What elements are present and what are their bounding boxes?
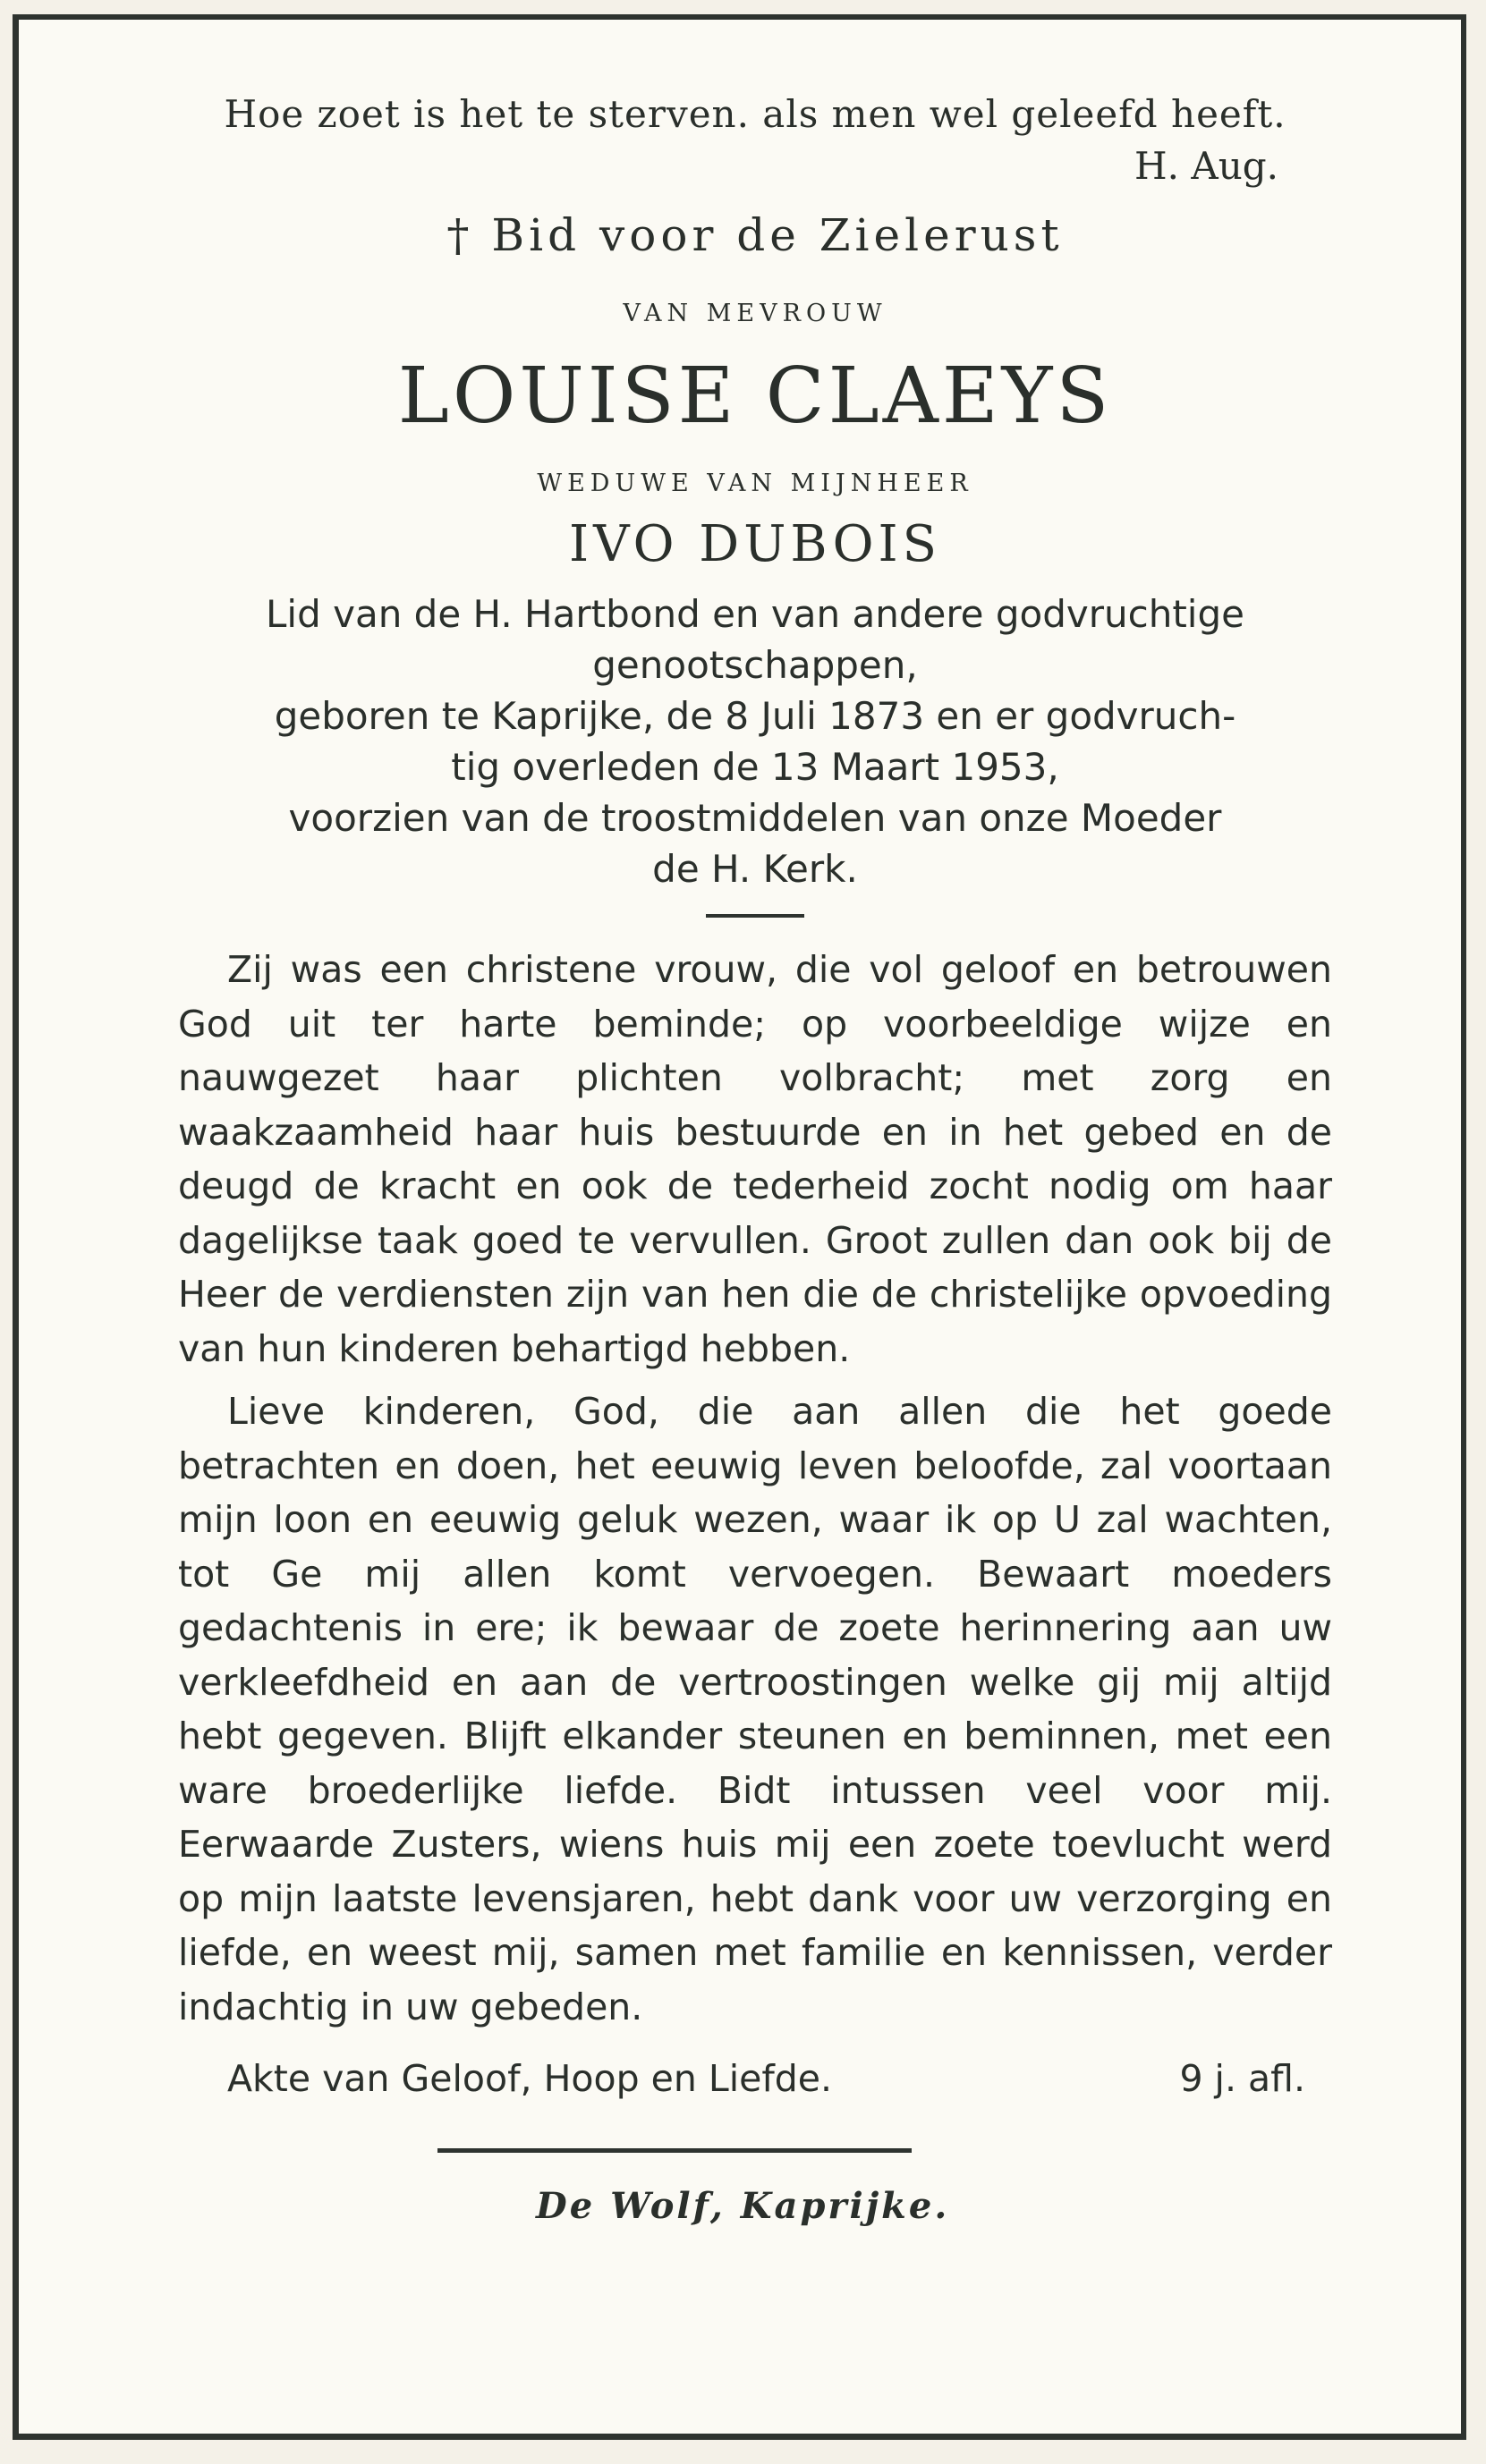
opening-quote: Hoe zoet is het te sterven. als men wel geleefd heeft. — [224, 92, 1286, 136]
deceased-name: LOUISE CLAEYS — [397, 351, 1113, 441]
bio-line: Lid van de H. Hartbond en van andere godvruchtige — [266, 592, 1244, 636]
bottom-rule — [437, 2148, 912, 2153]
closing-line — [178, 2052, 1332, 2105]
paragraph-character: Zij was een christene vrouw, die vol geloof en betrouwen God uit ter harte beminde; op voorbeeldige wijze en nauwgezet haar plichten volbracht; met zorg en waakzaamheid haar huis bestuurde en in het gebed en de deugd de kracht en ook de tederheid zocht nodig om haar dagelijkse taak goed te vervullen. Groot zullen dan ook bij de Heer de verdiensten zijn van hen die de christelijke opvoeding van hun kinderen behartigd hebben. — [178, 948, 1332, 1370]
quote-source: H. Aug. — [1134, 144, 1278, 188]
bio-line: voorzien van de troostmiddelen van onze Moeder — [288, 796, 1222, 840]
husband-name: IVO DUBOIS — [569, 515, 941, 573]
bio-line: geboren te Kaprijke, de 8 Juli 1873 en er godvruch- — [274, 694, 1236, 738]
widow-of-label: WEDUWE VAN MIJNHEER — [537, 470, 973, 497]
indulgence-text: 9 j. afl. — [1179, 2057, 1305, 2100]
paragraph-farewell: Lieve kinderen, God, die aan allen die het goede betrachten en doen, het eeuwig leven beloofde, zal voortaan mijn loon en eeuwig geluk wezen, waar ik op U zal wachten, tot Ge mij allen komt vervoegen. Bewaart moeders gedachtenis in ere; ik bewaar de zoete herinnering aan uw verkleefdheid en aan de vertroostingen welke gij mij altijd hebt gegeven. Blijft elkander steunen en beminnen, met een ware broederlijke liefde. Bidt intussen veel voor mij. Eerwaarde Zusters, wiens huis mij een zoete toevlucht werd op mijn laatste levensjaren, hebt dank voor uw verzorging en liefde, en weest mij, samen met familie en kennissen, verder indachtig in uw gebeden. — [178, 1390, 1332, 2028]
prayer-text: Bid voor de Zielerust — [491, 209, 1064, 261]
divider — [706, 914, 804, 918]
title-prefix: VAN MEVROUW — [623, 300, 887, 327]
bio-line: genootschappen, — [592, 643, 918, 687]
biography — [178, 588, 1332, 894]
card-content — [178, 88, 1332, 2233]
body-text — [178, 943, 1332, 2034]
memorial-card — [13, 14, 1466, 2440]
acts-text: Akte van Geloof, Hoop en Liefde. — [227, 2057, 833, 2100]
bio-line: tig overleden de 13 Maart 1953, — [451, 745, 1059, 789]
printer-imprint: De Wolf, Kaprijke. — [536, 2185, 950, 2227]
prayer-heading — [178, 200, 1332, 270]
cross-icon: † — [446, 209, 474, 261]
bio-line: de H. Kerk. — [652, 847, 858, 891]
